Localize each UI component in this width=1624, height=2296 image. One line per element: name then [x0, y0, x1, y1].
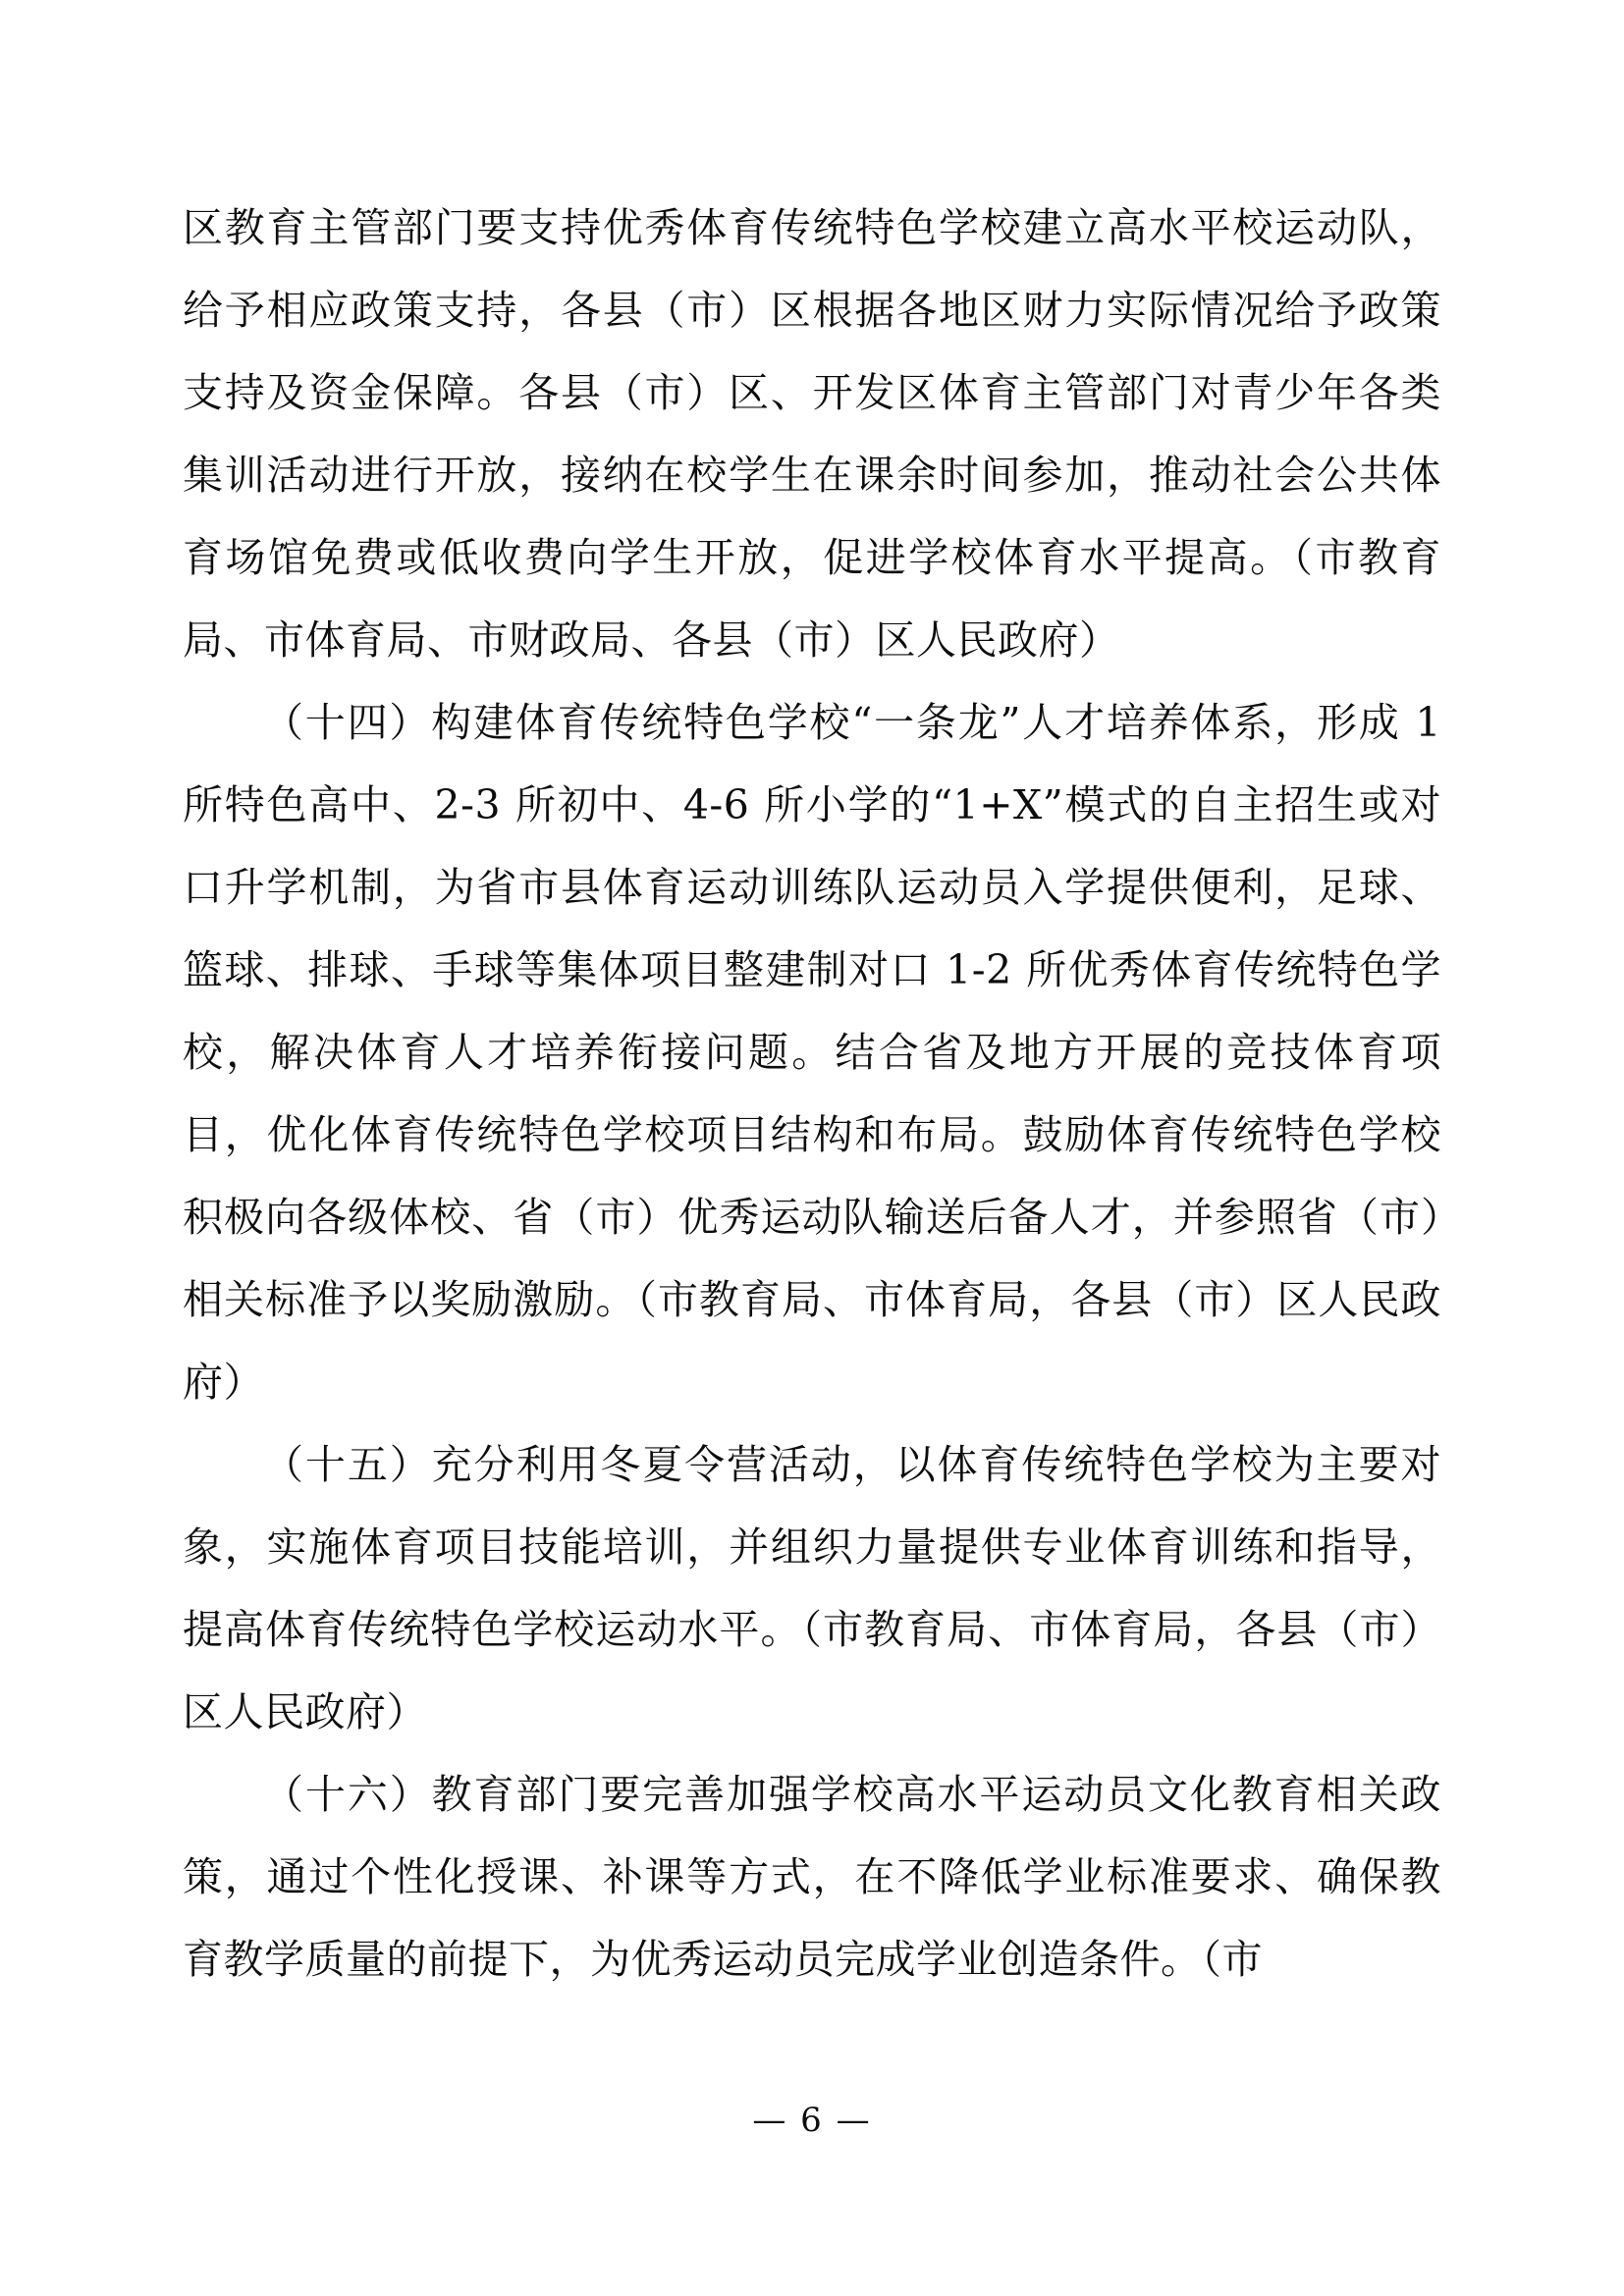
body-paragraph: （十四）构建体育传统特色学校“一条龙”人才培养体系，形成 1 所特色高中、2-3 所初中、4-6 所小学的“1+X”模式的自主招生或对口升学机制，为省市县体育运动训练队运动员入学提供便利，足球、篮球、排球、手球等集体项目整建制对口 1-2 所优秀体育传统特色学校，解决体育人才培养衔接问题。结合省及地方开展的竞技体育项目，优化体育传统特色学校项目结构和布局。鼓励体育传统特色学校积极向各级体校、省（市）优秀运动队输送后备人才，并参照省（市）相关标准予以奖励激励。（市教育局、市体育局，各县（市）区人民政府） — [183, 699, 1441, 1406]
body-paragraph: （十五）充分利用冬夏令营活动，以体育传统特色学校为主要对象，实施体育项目技能培训，并组织力量提供专业体育训练和指导，提高体育传统特色学校运动水平。（市教育局、市体育局，各县（市）区人民政府） — [183, 1441, 1441, 1735]
body-paragraph: （十六）教育部门要完善加强学校高水平运动员文化教育相关政策，通过个性化授课、补课等方式，在不降低学业标准要求、确保教育教学质量的前提下，为优秀运动员完成学业创造条件。（市 — [183, 1771, 1441, 1983]
page-number: — 6 — — [752, 2101, 872, 2140]
page-body — [183, 187, 1441, 2001]
body-paragraph: 区教育主管部门要支持优秀体育传统特色学校建立高水平校运动队，给予相应政策支持，各县（市）区根据各地区财力实际情况给予政策支持及资金保障。各县（市）区、开发区体育主管部门对青少年各类集训活动进行开放，接纳在校学生在课余时间参加，推动社会公共体育场馆免费或低收费向学生开放，促进学校体育水平提高。（市教育局、市体育局、市财政局、各县（市）区人民政府） — [183, 204, 1441, 664]
